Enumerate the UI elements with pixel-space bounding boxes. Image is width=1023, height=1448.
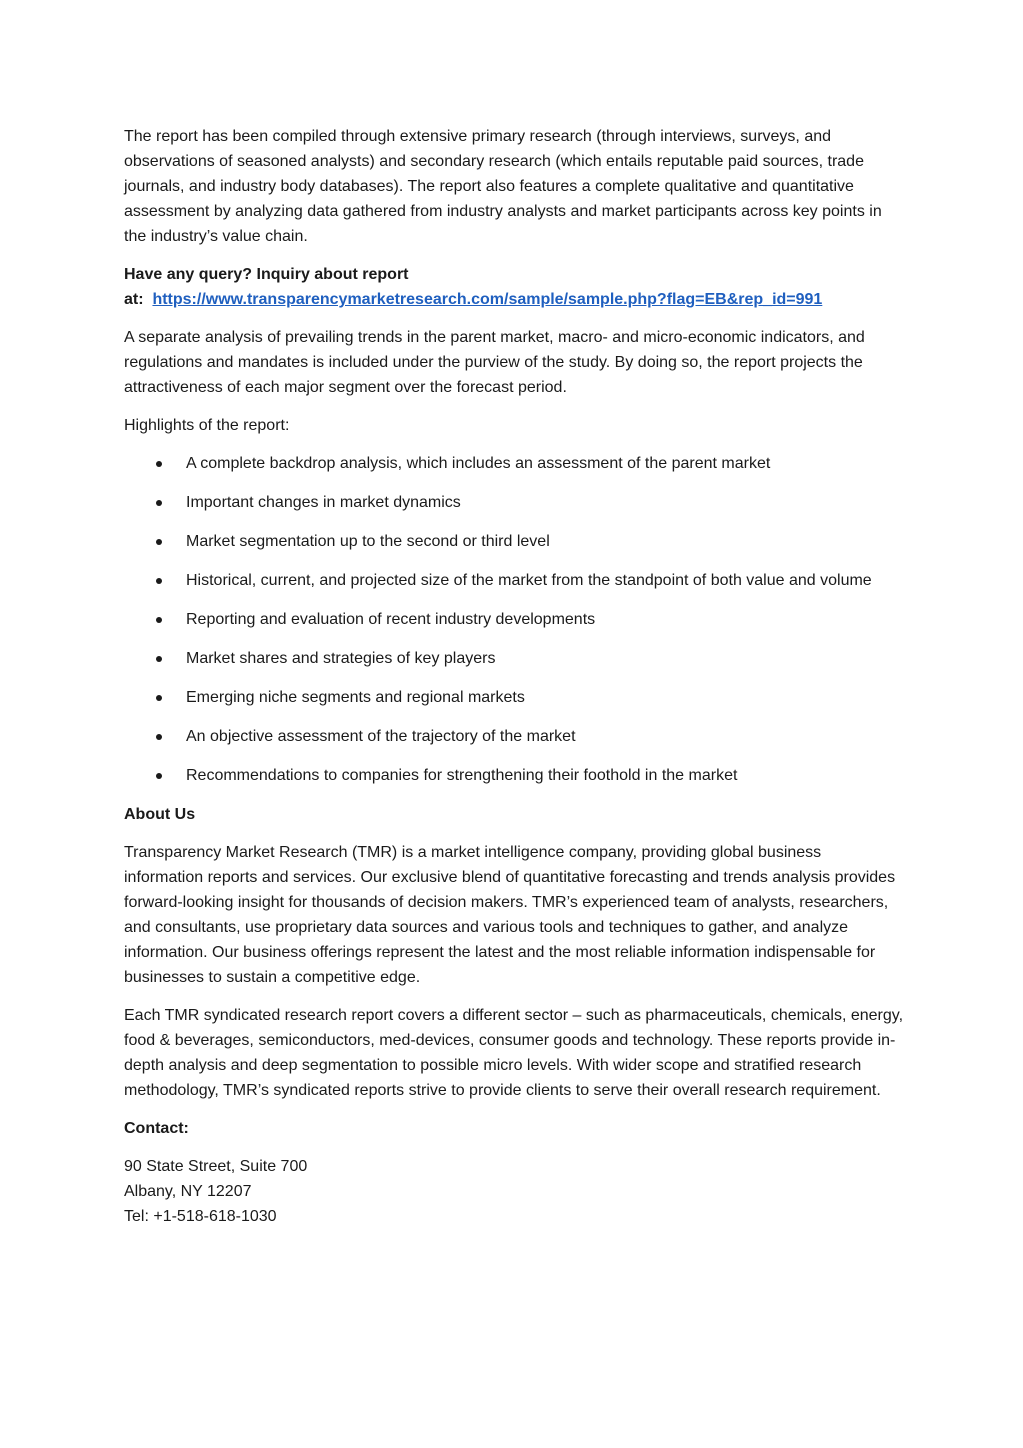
highlight-item (124, 451, 904, 476)
highlights-heading: Highlights of the report: (124, 417, 290, 434)
highlight-item (124, 763, 904, 788)
highlight-item (124, 646, 904, 671)
highlight-item-text: Reporting and evaluation of recent industry developments (186, 611, 596, 628)
contact-phone: Tel: +1-518-618-1030 (124, 1208, 277, 1225)
about-paragraph-1: Transparency Market Research (TMR) is a market intelligence company, providing global business information reports and services. Our exclusive blend of quantitative forecasting and trends analysis provides forward-looking insight for thousands of decision makers. TMR’s experienced team of analysts, researchers, and consultants, use proprietary data sources and various tools and techniques to gather, and analyze information. Our business offerings represent the latest and the most reliable information indispensable for businesses to sustain a competitive edge. (124, 844, 896, 986)
bullet-icon (156, 695, 162, 701)
highlight-item (124, 529, 904, 554)
query-block (124, 262, 904, 312)
contact-heading: Contact: (124, 1120, 189, 1137)
bullet-icon (156, 773, 162, 779)
query-heading: Have any query? Inquiry about report (124, 266, 409, 283)
query-at-label: at: (124, 291, 144, 308)
highlight-item (124, 607, 904, 632)
document-body (124, 124, 904, 1229)
highlight-item-text: A complete backdrop analysis, which includes an assessment of the parent market (186, 455, 771, 472)
bullet-icon (156, 656, 162, 662)
contact-address-line-2: Albany, NY 12207 (124, 1183, 252, 1200)
analysis-paragraph: A separate analysis of prevailing trends in the parent market, macro- and micro-economic indicators, and regulations and mandates is included under the purview of the study. By doing so, the report projects the attractiveness of each major segment over the forecast period. (124, 329, 865, 396)
bullet-icon (156, 578, 162, 584)
highlight-item-text: An objective assessment of the trajectory of the market (186, 728, 576, 745)
highlight-item (124, 568, 904, 593)
bullet-icon (156, 734, 162, 740)
highlight-item-text: Emerging niche segments and regional markets (186, 689, 525, 706)
about-paragraph-2: Each TMR syndicated research report covers a different sector – such as pharmaceuticals, chemicals, energy, food & beverages, semiconductors, med-devices, consumer goods and technology. These reports provide in-depth analysis and deep segmentation to possible micro levels. With wider scope and stratified research methodology, TMR’s syndicated reports strive to provide clients to serve their overall research requirement. (124, 1007, 904, 1099)
intro-paragraph: The report has been compiled through extensive primary research (through interviews, surveys, and observations of seasoned analysts) and secondary research (which entails reputable paid sources, trade journals, and industry body databases). The report also features a complete qualitative and quantitative assessment by analyzing data gathered from industry analysts and market participants across key points in the industry’s value chain. (124, 128, 882, 245)
highlight-item-text: Recommendations to companies for strengthening their foothold in the market (186, 767, 738, 784)
about-heading: About Us (124, 806, 196, 823)
highlights-list (124, 451, 904, 788)
contact-details (124, 1154, 904, 1229)
bullet-icon (156, 500, 162, 506)
highlight-item-text: Market shares and strategies of key players (186, 650, 496, 667)
contact-address-line-1: 90 State Street, Suite 700 (124, 1158, 308, 1175)
highlight-item-text: Historical, current, and projected size of the market from the standpoint of both value and volume (186, 572, 872, 589)
bullet-icon (156, 461, 162, 467)
bullet-icon (156, 539, 162, 545)
highlight-item (124, 685, 904, 710)
sample-report-link[interactable]: https://www.transparencymarketresearch.com/sample/sample.php?flag=EB&rep_id=991 (152, 291, 823, 308)
highlight-item (124, 724, 904, 749)
highlight-item-text: Market segmentation up to the second or third level (186, 533, 550, 550)
highlight-item-text: Important changes in market dynamics (186, 494, 461, 511)
highlight-item (124, 490, 904, 515)
bullet-icon (156, 617, 162, 623)
